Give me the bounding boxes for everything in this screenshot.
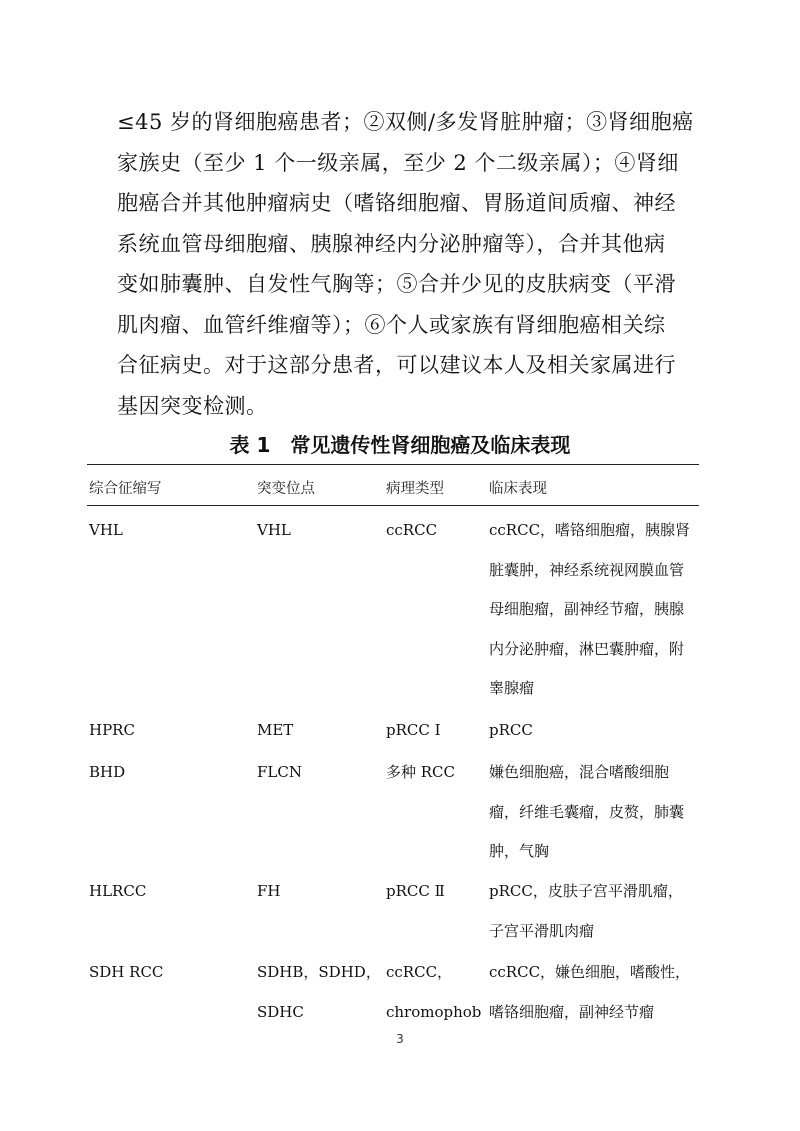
clinical-line: 母细胞瘤，副神经节瘤，胰腺: [489, 600, 685, 618]
syndrome-cell: SDH RCC: [89, 963, 164, 981]
column-header-clinical: 临床表现: [489, 481, 547, 497]
syndrome-cell: HLRCC: [89, 882, 147, 900]
page-number: 3: [396, 1032, 404, 1046]
clinical-line: 内分泌肿瘤，淋巴囊肿瘤，附: [489, 639, 685, 658]
clinical-cell: [489, 762, 709, 881]
mutation-line: SDHB，SDHD，: [257, 963, 381, 981]
clinical-line: 脏囊肿，神经系统视网膜血管: [489, 560, 685, 579]
pathology-cell: pRCC Ⅰ: [386, 721, 441, 739]
syndrome-cell: BHD: [89, 763, 126, 781]
clinical-line: 睾腺瘤: [489, 679, 535, 697]
clinical-line: pRCC，皮肤子宫平滑肌瘤，: [489, 882, 683, 900]
paragraph-line: 系统血管母细胞瘤、胰腺神经内分泌肿瘤等），合并其他病: [117, 231, 666, 256]
clinical-line: 肿，气胸: [489, 842, 550, 860]
clinical-cell: [489, 720, 709, 760]
syndrome-cell: HPRC: [89, 721, 135, 739]
table-title: 表 1 常见遗传性肾细胞癌及临床表现: [229, 433, 571, 457]
clinical-line: 嫌色细胞癌，混合嗜酸细胞: [489, 763, 670, 781]
clinical-line: 嗜铬细胞瘤，副神经节瘤: [489, 1002, 655, 1021]
table-top-rule: [87, 464, 699, 465]
paragraph-line: 肌肉瘤、血管纤维瘤等）；⑥个人或家族有肾细胞癌相关综: [117, 312, 666, 337]
syndrome-cell: VHL: [89, 521, 123, 539]
clinical-cell: [489, 520, 709, 718]
mutation-cell: [257, 962, 381, 1041]
paragraph-line: 家族史（至少 1 个一级亲属，至少 2 个二级亲属）；④肾细: [117, 150, 679, 175]
paragraph-line: 基因突变检测。: [117, 393, 268, 418]
pathology-cell: pRCC Ⅱ: [386, 882, 445, 900]
mutation-cell: FH: [257, 882, 281, 900]
mutation-cell: FLCN: [257, 763, 302, 781]
clinical-line: 子宫平滑肌肉瘤: [489, 921, 595, 940]
pathology-cell: [386, 962, 481, 1041]
paragraph-line: 变如肺囊肿、自发性气胸等；⑤合并少见的皮肤病变（平滑: [117, 272, 676, 296]
mutation-cell: VHL: [257, 521, 291, 539]
paragraph-line: 合征病史。对于这部分患者，可以建议本人及相关家属进行: [117, 353, 676, 377]
paragraph-line: 胞癌合并其他肿瘤病史（嗜铬细胞瘤、胃肠道间质瘤、神经: [117, 191, 676, 215]
pathology-cell: 多种 RCC: [386, 763, 456, 781]
column-header-syndrome: 综合征缩写: [89, 481, 162, 497]
table-header-rule: [87, 505, 699, 506]
clinical-line: ccRCC，嗜铬细胞瘤，胰腺肾: [489, 521, 691, 539]
body-paragraph: [117, 102, 694, 426]
clinical-line: pRCC: [489, 721, 533, 739]
clinical-line: 瘤，纤维毛囊瘤，皮赘，肺囊: [489, 802, 685, 821]
pathology-cell: ccRCC: [386, 521, 438, 539]
clinical-cell: [489, 962, 709, 1041]
clinical-cell: [489, 881, 709, 960]
pathology-line: chromophob: [386, 1002, 482, 1021]
pathology-line: ccRCC，: [386, 963, 453, 981]
mutation-line: SDHC: [257, 1002, 304, 1021]
column-header-mutation: 突变位点: [257, 481, 315, 497]
column-header-pathology: 病理类型: [386, 481, 444, 497]
mutation-cell: MET: [257, 721, 294, 739]
clinical-line: ccRCC，嫌色细胞，嗜酸性，: [489, 963, 691, 981]
paragraph-line: ≤45 岁的肾细胞癌患者；②双侧/多发肾脏肿瘤；③肾细胞癌: [117, 110, 694, 134]
